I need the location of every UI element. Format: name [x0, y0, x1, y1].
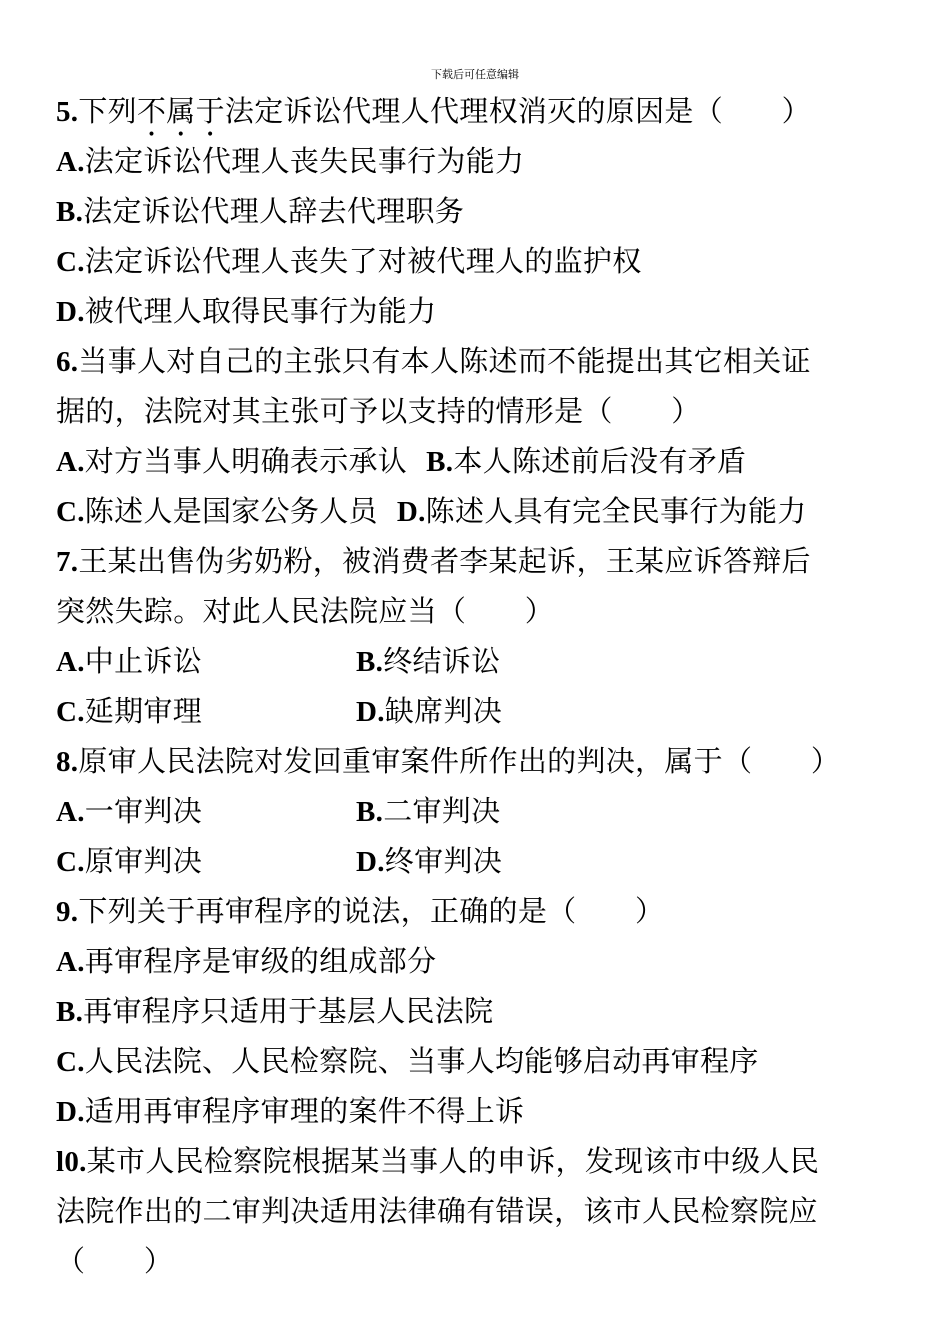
- option-text: 再审程序只适用于基层人民法院: [83, 994, 494, 1028]
- option-text: 一审判决: [84, 794, 202, 828]
- option-key: A.: [56, 946, 85, 978]
- option-text: 缺席判决: [384, 694, 502, 728]
- question-6-options-ab: [56, 436, 896, 486]
- option-text: 本人陈述前后没有矛盾: [453, 444, 747, 478]
- question-text: 原审人民法院对发回重审案件所作出的判决，属于（ ）: [78, 744, 841, 778]
- option-text: 延期审理: [84, 694, 202, 728]
- question-number: 6.: [56, 346, 79, 378]
- question-text: 王某出售伪劣奶粉，被消费者李某起诉，王某应诉答辩后: [78, 544, 811, 578]
- emphasis-char: 于: [195, 94, 225, 128]
- question-5-option-d: [56, 286, 896, 336]
- question-5-option-b: [56, 186, 896, 236]
- question-text: 某市人民检察院根据某当事人的申诉，发现该市中级人民: [86, 1144, 820, 1178]
- question-5-option-c: [56, 236, 896, 286]
- question-text: 突然失踪。对此人民法院应当（ ）: [56, 594, 555, 628]
- question-10-stem-line-3: [56, 1236, 896, 1286]
- question-5-stem: [56, 86, 896, 136]
- question-content: [56, 86, 896, 1286]
- question-6-options-cd: [56, 486, 896, 536]
- option-text: 被代理人取得民事行为能力: [84, 294, 437, 328]
- question-7-stem-line-1: [56, 536, 896, 586]
- option-key: B.: [56, 196, 84, 228]
- option-key: B.: [426, 446, 454, 478]
- option-text: 陈述人具有完全民事行为能力: [425, 494, 807, 528]
- question-number: 5.: [56, 96, 79, 128]
- option-key: C.: [56, 246, 85, 278]
- option-key: D.: [356, 696, 385, 728]
- question-9-option-d: [56, 1086, 896, 1136]
- question-9-option-c: [56, 1036, 896, 1086]
- option-key: B.: [356, 796, 384, 828]
- option-text: 陈述人是国家公务人员: [84, 494, 378, 528]
- option-key: D.: [356, 846, 385, 878]
- question-text: 法院作出的二审判决适用法律确有错误，该市人民检察院应: [56, 1194, 818, 1228]
- option-text: 法定诉讼代理人辞去代理职务: [83, 194, 465, 228]
- option-key: C.: [56, 846, 85, 878]
- option-text: 终结诉讼: [383, 644, 501, 678]
- option-text: 法定诉讼代理人丧失了对被代理人的监护权: [84, 244, 642, 278]
- option-key: A.: [56, 146, 85, 178]
- question-8-options-ab: [56, 786, 896, 836]
- option-text: 再审程序是审级的组成部分: [84, 944, 437, 978]
- option-text: 人民法院、人民检察院、当事人均能够启动再审程序: [84, 1044, 759, 1078]
- question-9-option-a: [56, 936, 896, 986]
- option-key: B.: [56, 996, 84, 1028]
- question-10-stem-line-1: [56, 1136, 896, 1186]
- option-key: B.: [356, 646, 384, 678]
- question-text: 下列关于再审程序的说法，正确的是（ ）: [78, 894, 665, 928]
- question-5-option-a: [56, 136, 896, 186]
- question-number: l0.: [56, 1146, 87, 1178]
- question-9-option-b: [56, 986, 896, 1036]
- question-text: 法定诉讼代理人代理权消灭的原因是（ ）: [224, 94, 811, 128]
- question-6-stem-line-2: [56, 386, 896, 436]
- option-key: C.: [56, 496, 85, 528]
- page-header: 下载后可任意编辑: [431, 68, 519, 81]
- question-6-stem-line-1: [56, 336, 896, 386]
- question-number: 7.: [56, 546, 79, 578]
- option-key: A.: [56, 646, 85, 678]
- option-key: A.: [56, 446, 85, 478]
- question-9-stem: [56, 886, 896, 936]
- question-8-stem: [56, 736, 896, 786]
- question-8-options-cd: [56, 836, 896, 886]
- option-text: 二审判决: [383, 794, 501, 828]
- question-7-options-cd: [56, 686, 896, 736]
- option-text: 终审判决: [384, 844, 502, 878]
- question-number: 9.: [56, 896, 79, 928]
- emphasis-char: 属: [166, 94, 196, 128]
- question-text: 据的，法院对其主张可予以支持的情形是（ ）: [56, 394, 701, 428]
- option-text: 法定诉讼代理人丧失民事行为能力: [84, 144, 525, 178]
- option-text: 原审判决: [84, 844, 202, 878]
- question-10-stem-line-2: [56, 1186, 896, 1236]
- question-text: 下列: [78, 94, 137, 128]
- option-key: D.: [396, 496, 426, 528]
- option-text: 对方当事人明确表示承认: [84, 444, 408, 478]
- option-key: A.: [56, 796, 85, 828]
- question-number: 8.: [56, 746, 79, 778]
- question-7-options-ab: [56, 636, 896, 686]
- question-text: 当事人对自己的主张只有本人陈述而不能提出其它相关证: [78, 344, 811, 378]
- option-key: C.: [56, 1046, 85, 1078]
- answer-blank: （ ）: [56, 1244, 174, 1278]
- option-key: D.: [56, 296, 85, 328]
- option-text: 适用再审程序审理的案件不得上诉: [84, 1094, 525, 1128]
- option-text: 中止诉讼: [84, 644, 202, 678]
- option-key: C.: [56, 696, 85, 728]
- option-key: D.: [56, 1096, 85, 1128]
- question-7-stem-line-2: [56, 586, 896, 636]
- emphasis-char: 不: [136, 94, 167, 128]
